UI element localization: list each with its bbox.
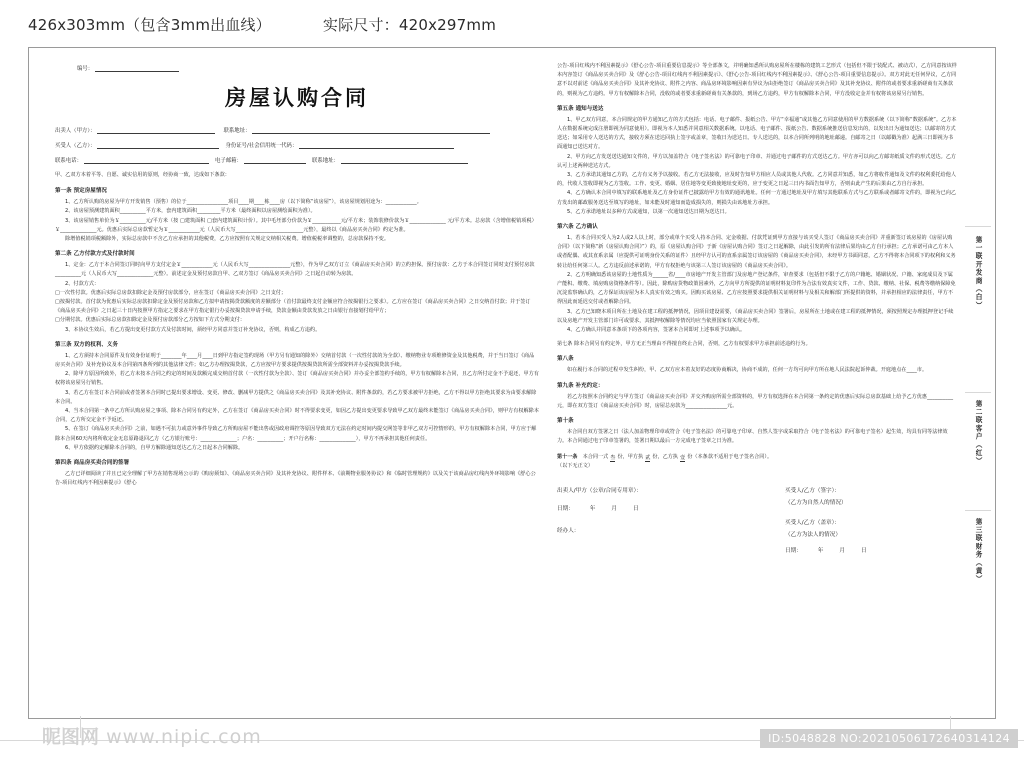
article-11-text-b: 份，甲方执 (617, 453, 644, 460)
tab-divider-2 (965, 392, 991, 393)
article-1-item-4: 除增值税销项税额除外，实际总房款中不含乙方应承担的其他税费，乙方应按照有关规定交纳相关税费。增值税税率调整的，总房款保持不变。 (65, 236, 390, 243)
article-2-option-lump-sum[interactable]: □一次性付款。优惠后实际总房款扣除定金及预付房款部分，应在签订《商品房买卖合同》之日支付； (55, 289, 287, 296)
article-5-item-2: 2、甲方向乙方发送送达通知文件的，甲方以加盖符合《电子签名法》的可靠电子印章、并通过电子邮件的方式送达乙方。甲方亦可以向乙方邮寄纸质文件的形式送达。乙方认可上述两种送达方式。 (557, 153, 957, 169)
address-label: 联系地址： (311, 158, 339, 164)
seller-address-input[interactable] (252, 126, 490, 134)
phone-label: 联系电话： (55, 158, 82, 164)
contract-number-label: 编号： (77, 66, 94, 72)
watermark-url: www.nipic.com (106, 726, 262, 748)
article-3-item-6: 6、甲方依据约定解除本合同的，自甲方解除通知送达乙方之日起本合同解除。 (65, 444, 244, 451)
seller-row (55, 126, 539, 134)
article-1-heading: 第一条 预定房屋情况 (55, 188, 107, 195)
email-input[interactable] (244, 156, 306, 164)
article-11-text-d: 份（本条款不适用于电子签名合同）。 (687, 453, 773, 460)
article-7-body: 第七条 除本合同另有约定外，甲方无正当理由不得擅自终止合同，否则，乙方有权要求甲方承担前述违约行为。 (557, 341, 811, 348)
article-8-body: 如在履行本合同的过程中发生纠纷，甲、乙双方应本着友好的态度协商解决，协商不成的，任何一方均可向甲方所在地人民法院起诉仲裁。开庭地点在____市。 (567, 367, 928, 374)
article-3-item-3: 3、若乙方在签订本合同前或者签署本合同时已提出要求增设、变更、修改、删减甲方提供之《商品房买卖合同》及其补充协议、附件条款的，若乙方要求被甲方拒绝，乙方不得以甲方拒绝其要求为由要求解除本合同。 (55, 389, 537, 405)
seller-date-month[interactable]: 月 (611, 505, 618, 512)
article-11-text-a: 本合同一式 (582, 453, 609, 460)
article-5-item-5: 5、乙方承诺地址以多种方式或通知，以第一次通知送达日期为送达日。 (567, 208, 730, 215)
article-3-item-1: 1、乙方须持本合同原件及有效身份证明于________年____月____日到甲方指定签约现场（甲方另有通知的除外）交纳首付款（一次性付款的为全款）、缴纳物业专项维修资金及其他税费，并于当日签订《商品房买卖合同》及补充协议及本合同第四条所列的其他法律文件；如乙方办理按揭贷款，乙方应按甲方要求提供按揭贷款所需全部资料并办妥按揭贷款手续。 (55, 352, 535, 369)
signature-block (557, 485, 957, 557)
article-9-body: 若乙方按照本合同约定与甲方签订《商品房买卖合同》并交齐购房所需全部资料的，甲方有权选择在本合同第一条约定的优惠后实际总房款基础上给予乙方优惠__________元，即在双方签订《商品房买卖合同》时，房屋总房款为________________元。 (557, 393, 954, 409)
article-2-item-3: 3、本协议生效后，若乙方提出变更付款方式及付款时间，须经甲方同意并签订补充协议，否则，构成乙方违约。 (65, 326, 321, 333)
seller-signature-label[interactable]: 出卖人/甲方（公章/合同专用章）： (557, 487, 642, 494)
side-tab-finance: 第三联财务（黄） (974, 518, 982, 584)
tab-divider-1 (965, 226, 991, 227)
article-1-item-3: 3、该房屋销售单价为￥__________元/平方米（按 □建筑面积 □套内建筑面积计价）。其中毛坯部分价款为￥___________元/平方米；装饰装修价款为￥______________ 元/平方米。总房款（含增值税销项税）￥______________元。优惠后实际总房款暂定为￥____________元（人民币大写__________________________元整），最终以《商品房买卖合同》约定为准。 (55, 217, 537, 233)
seller-address-label: 联系地址： (223, 128, 251, 134)
article-3-heading: 第三条 双方的权利、义务 (55, 341, 119, 348)
article-4-heading: 第四条 商品房买卖合同的签署 (55, 460, 130, 467)
signature-buyer-side (785, 485, 955, 557)
article-11-heading: 第十一条 (557, 453, 578, 460)
article-3-item-4: 4、当本合同第一条中乙方所认购房屋之事项、除本合同另有约定外，乙方在签订《商品房买卖合同》时不得要求变更，如因乙方提出变更要求导致甲乙双方最终未能签订《商品房买卖合同》，则甲方有权解除本合同，乙方所交定金不予返还。 (55, 408, 539, 424)
article-3-item-5: 5、在签订《商品房买卖合同》之前，如遇不可抗力或意外事件导致乙方所购房屋不能出售或因政府调控等原因导致双方无法在约定时间内提交网签等非甲乙双方可控情形的，甲方有权解除本合同，甲方应于解除本合同60天内将所收定金无息原路退回乙方（乙方银行账号：______________；户名：__________；开户行名称：______________），甲方不再承担其他任何责任。 (55, 426, 537, 442)
page-title: 房屋认购合同 (225, 86, 369, 110)
article-11-copies-total[interactable]: 叁 (610, 454, 616, 461)
side-tab-developer: 第一联开发商（白） (974, 236, 982, 310)
buyer-label: 买受人（乙方）： (55, 143, 96, 149)
address-input[interactable] (341, 156, 468, 164)
article-9-heading: 第九条 补充约定： (557, 382, 604, 389)
article-6-item-1: 1、若本合同买受人为2人或2人以上时，部分或单个买受人持本合同、定金收据、付款凭证到甲方直接与该买受人签订《商品房买卖合同》并重新签订该房屋的《房屋认购合同》（以下简称“新《房屋认购合同》”）的，原《房屋认购合同》于新《房屋认购合同》签订之日起解除，由此引发的所有法律后果均由乙方自行承担；乙方承诺可由乙方本人或者配偶、或其直系亲属（应提供可证明身份关系的证件）且经甲方认可的直系亲属签订该房屋的《商品房买卖合同》，未经甲方书面同意，乙方不得将本合同项下的权利和义务转让给任何第三人。乙方违反前述承诺的，甲方有权拒绝与该第三人签订该房屋的《商品房买卖合同》。 (557, 235, 956, 269)
side-tab-customer: 第二联客户（红） (974, 400, 982, 466)
article-6-item-2: 2、乙方明确知悉该房屋的土地性质为______省/____市房地产开发主管部门及房地产登记条件，审查要求（包括但不限于乙方的户籍地、婚姻状况、户籍、家庭成员及下属产能积、缴费、填房购房资格条件等）。因此，除购房货物政策因素外，乙方向甲方所提供的证明材料复印件为合法有效真实文件，工作、贷款、缴纳、社保、税费等缴纳保障免沉淀监察确认的，乙方保证该房屋为本人真实有效之购买。因购买该房屋、乙方应按照要求提供相关证明材料与及相关和解部门所提供的资料，并承担相应的法律责任，甲方不得因此而延迟交付或者解除合同。 (557, 271, 956, 306)
article-11-row (557, 453, 957, 462)
buyer-input[interactable] (97, 141, 219, 149)
contract-page-sheet (28, 47, 996, 719)
watermark (42, 722, 262, 749)
article-5-heading: 第五条 通知与送达 (557, 105, 604, 112)
article-11-copies-seller[interactable]: 贰 (645, 454, 651, 461)
phone-input[interactable] (84, 156, 209, 164)
buyer-date-year[interactable]: 年 (817, 547, 824, 554)
contract-number-input[interactable] (95, 64, 179, 72)
buyer-id-input[interactable] (299, 141, 454, 149)
actual-size-label: 实际尺寸：420x297mm (322, 16, 497, 34)
buyer-date-row (785, 545, 955, 557)
print-spec-bar (28, 14, 928, 40)
article-2-item-1: 1、定金：乙方于本合同签订同时向甲方支付定金￥____________元（人民币大写________________元整），作为甲乙双方订立《商品房买卖合同》的立约担保。预付房款：乙方于本合同签订同时支付预付房款__________元（人民币大写______________元整）。前述定金及预付房款自甲、乙双方签订《商品房买卖合同》之日起自动转为房款。 (55, 262, 535, 278)
article-1-item-2: 2、该房屋预测建筑面积__________平方米，套内建筑面积_________平方米（最终面积以房屋测绘面积为准）。 (65, 208, 316, 215)
article-10-heading: 第十条 (557, 418, 574, 425)
buyer-row (55, 141, 539, 149)
buyer-seal-label[interactable]: 买受人/乙方（盖章）： (785, 519, 841, 526)
article-5-item-4: 4、乙方确认本合同中填写的联系地址及乙方身份证件已披露给甲方有效的通讯地址。任何一方通过地址及甲方填写其他联系方式与乙方联系或者邮寄文件的，即视为已向乙方发出的邮政服务送达至填写的地址，如未能及时通知而造成损失的，则损失由该地址方承担。 (557, 190, 957, 206)
watermark-logo: 昵图网 (42, 726, 100, 748)
buyer-date-month[interactable]: 月 (839, 547, 846, 554)
buyer-signature-note: （乙方为自然人的情况） (785, 499, 847, 506)
article-6-item-4: 4、乙方确认并同意本条项下的各项内容，签署本合同即对上述事项予以确认。 (567, 327, 746, 334)
article-2-item-2: 2、付款方式： (65, 280, 100, 287)
article-11-note: （以下无正文） (557, 462, 594, 469)
article-6-item-3: 3、乙方已知晓本项目所在土地及在建工程的抵押情况，因项目建设需要，《商品房买卖合同》签署后，房屋所在土地或在建工程的抵押情况，须按照规定办理抵押登记手续以及房地产开发主管部门许可或要求，其抵押权解除等情况均应当依照国家有关规定办理。 (557, 308, 954, 324)
article-2-option-mortgage[interactable]: □按揭付款。首付款为优惠后实际总房款扣除定金及预付房款和乙方拟申请按揭贷款额度的差额部分（首付款最终支付金额应符合按揭银行之要求）。乙方应在签订《商品房买卖合同》之日交纳首付款；并于签订《商品房买卖合同》之日起三十日内按照甲方指定之要求在甲方指定银行办妥按揭贷款申请手续，贷款金额由贷款发放之日由银行直接划付给甲方； (55, 299, 531, 315)
article-2-heading: 第二条 乙方付款方式及付款时间 (55, 251, 135, 258)
article-2-option-installment[interactable]: □分期付款。优惠后实际总房款扣除定金及预付房款部分乙方按如下方式分期支付： (55, 317, 246, 324)
buyer-id-label: 身份证号/社会信用统一代码： (225, 143, 298, 149)
contract-number-row (77, 64, 539, 72)
seller-date-day[interactable]: 日 (633, 505, 639, 512)
article-11-copies-buyer[interactable]: 壹 (680, 454, 686, 461)
article-10-body: 本合同自双方签署之日（法人加盖物理印章或符合《电子签名法》的可靠电子印章、自然人签字或采取符合《电子签名法》的可靠电子签名）起生效，均具有同等法律效力。本合同通过电子印章签署的，签署日期以最后一方完成电子签章之日为准。 (557, 429, 948, 445)
buyer-date-day[interactable]: 日 (861, 547, 867, 554)
article-5-item-1: 1、甲乙双方同意，本合同规定的甲方通知乙方的方式包括：电话、电子邮件、报纸公告、甲方“幸福通”或其他乙方同意使用的甲方数据系统（以下简称“数据系统”。乙方本人在数据系统完成注册即视为同意使用）。即视为本人知悉并同意相关数据系统。以电话、电子邮件、报纸公告、数据系统推送信息发出的，以发出日为通知送达；以邮寄的方式送达；如采用专人送达的方式，接收方须在送达回执上签字或盖章，签收日为送达日。专人送达的，以本合同所列明的地址邮递。自邮寄之日（以邮戳为准）起满三日即视为书面通知已送达对方。 (557, 116, 957, 151)
article-3-item-2: 2、除甲方原因所致外，若乙方未按本合同之约定的时间及款额完成交纳首付款（一次性付款为全款）、签订《商品房买卖合同》并办妥全部签约手续的，甲方有权解除本合同，且乙方所付定金不予退还，甲方有权将该房屋另行销售。 (55, 371, 539, 387)
image-id-badge: ID:5048828 NO:20210506172640314124 (760, 729, 1018, 748)
contact-row (55, 156, 539, 164)
email-label: 电子邮箱： (214, 158, 242, 164)
article-1-item-1: 1、乙方所认购的房屋为甲方开发销售（预售）的位于________________项目____期____栋____房（以下简称“该房屋”），该房屋规划用途为：____________。 (65, 199, 422, 206)
agent-label[interactable]: 经办人： (557, 527, 580, 534)
buyer-seal-note: （乙方为法人的情况） (785, 531, 841, 538)
tab-divider-3 (965, 510, 991, 511)
seller-label: 出卖人（甲方）： (55, 128, 96, 134)
buyer-signature-label[interactable]: 买受人/乙方（签字）： (785, 487, 841, 494)
buyer-date-label: 日期： (785, 547, 802, 554)
seller-input[interactable] (97, 126, 215, 134)
seller-date-row (557, 503, 785, 515)
signature-seller-side (557, 485, 785, 557)
seller-date-year[interactable]: 年 (589, 505, 596, 512)
preamble-text: 甲、乙双方本着平等、自愿、诚实信用的原则，经协商一致，达成如下条款： (55, 172, 230, 178)
article-11-text-c: 份，乙方执 (652, 453, 679, 460)
article-8-heading: 第八条 (557, 356, 574, 363)
seller-date-label: 日期： (557, 505, 574, 512)
article-4-body: 乙方已详细阅读了并且已完全理解了甲方在销售现场公示的《购房须知》、《商品房买卖合同》及其补充协议、附件样本、《前期物业服务协议》和《临时管理规约》以及关于该商品房红线内外环境影响《舒心公告-项目红线内不利因素提示》《舒心 (55, 471, 536, 487)
contract-left-column (55, 64, 539, 704)
contract-right-column (557, 62, 957, 707)
article-5-item-3: 3、乙方承诺其通知乙方的，乙方有义务予以接收。若乙方无法接收，应及时告知甲方相应人员或其他人代收。乙方同意并知悉，如乙方将收件通知及文件的权利委托给他人的，代收人签收即视为乙方签收。工作、变更、婚姻、居住地等变更致使地址变更的，应于变更之日起三日内书面告知甲方，否则由此产生的后果由乙方自行承担。 (557, 172, 957, 188)
article-6-heading: 第六条 乙方确认 (557, 224, 598, 231)
article-4-continuation: 公告-项目红线内不利因素提示》《舒心公告-项目重要信息提示》等全部条文，并明确知悉所认购房屋所在楼栋的建筑工艺形式（包括但不限于装配式、被动式），乙方同意按该样本内容签订《商品房买卖合同》及《舒心公告-项目红线内不利因素提示》、《舒心公告-项目红线内不利因素提示》、《舒心公告-项目重要信息提示》。双方对此无任何异议，乙方同意不以对前述《商品房买卖合同》及其补充协议、附件之内容、商品房环境影响因素有异议为由拒绝签订《商品房买卖合同》及其补充协议、附件的或者要求重新磋商有关条款的，则视为乙方违约。甲方有权解除本合同，没收的或者要求重新磋商有关条款的，到场乙方违约，甲方有权解除本合同，甲方没收定金并有权将该房屋另行销售。 (557, 63, 957, 97)
bleed-size-label: 426x303mm（包含3mm出血线） (28, 16, 271, 34)
